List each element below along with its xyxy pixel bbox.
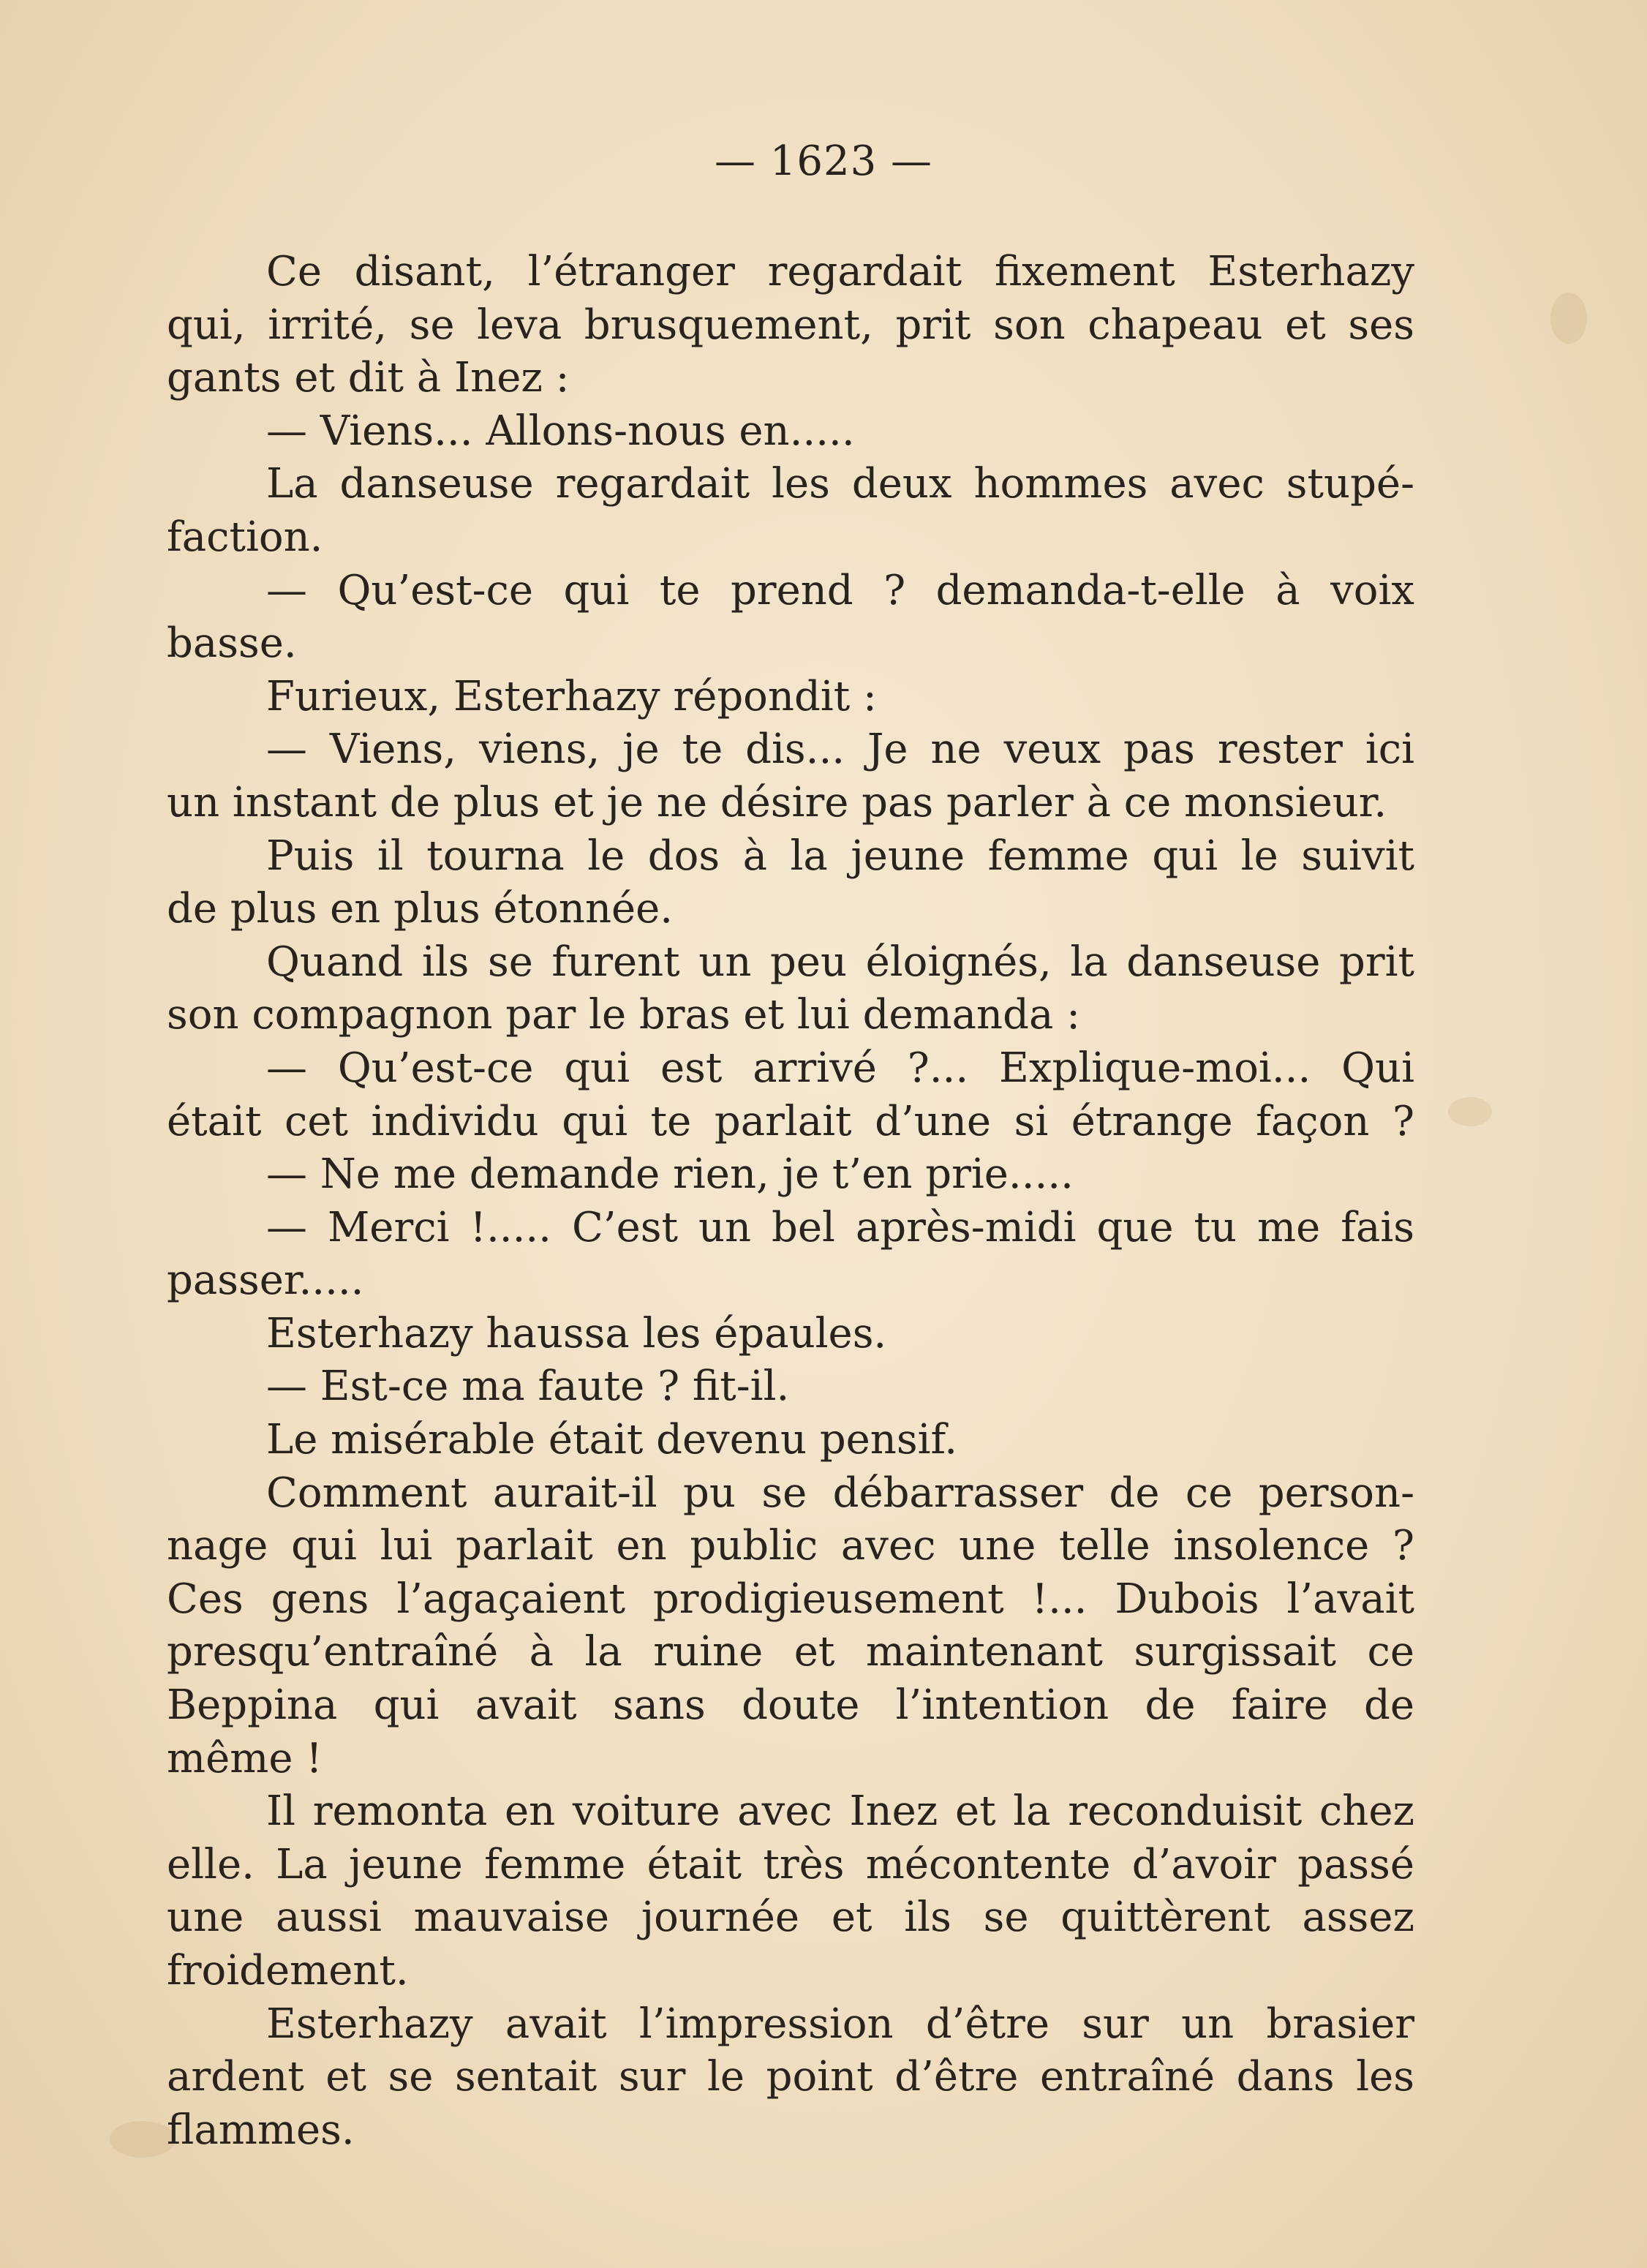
text-line: ardent et se sentait sur le point d’être entraîné dans les	[167, 2053, 1414, 2101]
text-line: Esterhazy haussa les épaules.	[266, 1309, 887, 1357]
paper-stain	[1448, 1097, 1492, 1126]
text-line: Ce disant, l’étranger regardait fixement Esterhazy	[266, 248, 1414, 295]
text-line: faction.	[167, 513, 323, 561]
text-line: Le misérable était devenu pensif.	[266, 1416, 958, 1464]
text-line: était cet individu qui te parlait d’une si étrange façon ?	[167, 1097, 1414, 1145]
text-line: une aussi mauvaise journée et ils se quittèrent assez	[167, 1894, 1414, 1942]
text-line: passer.....	[167, 1257, 364, 1305]
text-line: froidement.	[167, 1947, 409, 1994]
text-line: nage qui lui parlait en public avec une telle insolence ?	[167, 1522, 1414, 1570]
paper-stain	[110, 2121, 176, 2158]
text-line: Quand ils se furent un peu éloignés, la danseuse prit	[266, 938, 1414, 986]
text-line: — Est-ce ma faute ? fit-il.	[266, 1363, 790, 1411]
text-line: — Qu’est-ce qui est arrivé ?... Explique-moi... Qui	[266, 1044, 1414, 1092]
text-line: gants et dit à Inez :	[167, 354, 570, 402]
text-line: son compagnon par le bras et lui demanda :	[167, 991, 1081, 1039]
text-line: — Merci !..... C’est un bel après-midi que tu me fais	[266, 1203, 1414, 1251]
text-line: de plus en plus étonnée.	[167, 885, 674, 933]
text-line: elle. La jeune femme était très mécontente d’avoir passé	[167, 1840, 1414, 1888]
text-line: — Ne me demande rien, je t’en prie.....	[266, 1150, 1074, 1199]
text-line: Ces gens l’agaçaient prodigieusement !... Dubois l’avait	[167, 1575, 1414, 1623]
text-line: Esterhazy avait l’impression d’être sur un brasier	[266, 2000, 1414, 2048]
text-line: basse.	[167, 619, 297, 668]
text-line: Comment aurait-il pu se débarrasser de ce person-	[266, 1469, 1414, 1517]
text-line: La danseuse regardait les deux hommes avec stupé-	[266, 460, 1414, 508]
text-line: Beppina qui avait sans doute l’intention de faire de	[167, 1681, 1414, 1730]
text-line: — Viens... Allons-nous en.....	[266, 407, 855, 455]
text-line: qui, irrité, se leva brusquement, prit son chapeau et ses	[167, 301, 1414, 349]
text-line: Puis il tourna le dos à la jeune femme qui le suivit	[266, 832, 1414, 880]
page-number: — 1623 —	[714, 137, 933, 185]
paper-stain	[1550, 293, 1587, 344]
text-line: — Viens, viens, je te dis... Je ne veux pas rester ici	[266, 726, 1414, 774]
text-line: Il remonta en voiture avec Inez et la reconduisit chez	[266, 1787, 1414, 1836]
body-text	[167, 246, 1414, 2157]
text-line: — Qu’est-ce qui te prend ? demanda-t-elle à voix	[266, 566, 1414, 614]
text-line: presqu’entraîné à la ruine et maintenant surgissait ce	[167, 1628, 1414, 1676]
text-line: même !	[167, 1734, 323, 1782]
text-line: Furieux, Esterhazy répondit :	[266, 672, 877, 720]
text-line: un instant de plus et je ne désire pas parler à ce monsieur.	[167, 778, 1387, 826]
text-line: flammes.	[167, 2106, 355, 2154]
